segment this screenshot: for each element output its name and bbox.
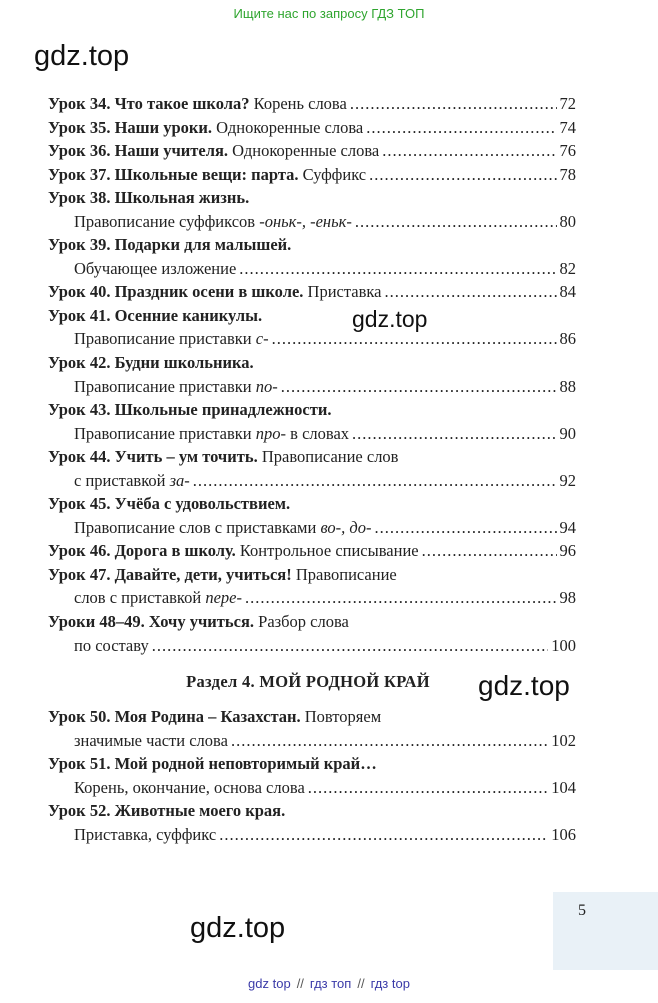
lesson-topic: значимые части слова bbox=[74, 730, 228, 750]
footer bbox=[0, 976, 658, 991]
lesson-topic: по составу bbox=[74, 635, 149, 655]
lesson-topic: Правописание приставки bbox=[74, 423, 252, 443]
lesson-title: Будни школьника. bbox=[114, 353, 254, 373]
lesson-label: Урок 47. bbox=[48, 564, 111, 584]
lesson-topic: Приставка bbox=[307, 282, 382, 302]
toc-entry bbox=[48, 116, 576, 140]
page-ref: 98 bbox=[559, 588, 576, 608]
dot-leader bbox=[272, 327, 557, 351]
lesson-topic-italic: по- bbox=[255, 376, 278, 396]
lesson-title: Наши уроки. bbox=[114, 117, 213, 137]
toc-entry-continuation bbox=[48, 327, 576, 351]
toc-entry bbox=[48, 799, 576, 823]
page-ref: 100 bbox=[551, 635, 576, 655]
lesson-topic: Разбор слова bbox=[258, 612, 349, 632]
lesson-topic: Суффикс bbox=[302, 164, 367, 184]
dot-leader bbox=[369, 163, 556, 187]
lesson-label: Урок 44. bbox=[48, 447, 111, 467]
toc-entry-continuation bbox=[48, 634, 576, 658]
page-ref: 90 bbox=[559, 423, 576, 443]
lesson-label: Урок 36. bbox=[48, 141, 111, 161]
lesson-topic: Корень, окончание, основа слова bbox=[74, 777, 305, 797]
lesson-label: Урок 39. bbox=[48, 235, 111, 255]
lesson-topic-italic: во-, до- bbox=[320, 517, 372, 537]
toc-entry bbox=[48, 280, 576, 304]
lesson-label: Урок 40. bbox=[48, 282, 111, 302]
dot-leader bbox=[355, 210, 557, 234]
lesson-title: Осенние каникулы. bbox=[114, 305, 263, 325]
footer-link[interactable]: гдз топ bbox=[309, 976, 352, 991]
lesson-topic: Правописание приставки bbox=[74, 376, 252, 396]
lesson-title: Хочу учиться. bbox=[148, 612, 255, 632]
dot-leader bbox=[281, 375, 557, 399]
lesson-topic-italic: пере- bbox=[205, 588, 242, 608]
lesson-title: Учить – ум точить. bbox=[114, 447, 258, 467]
dot-leader bbox=[422, 539, 557, 563]
table-of-contents bbox=[48, 92, 576, 846]
lesson-label: Урок 34. bbox=[48, 94, 111, 113]
lesson-topic: Приставка, суффикс bbox=[74, 824, 217, 844]
watermark: gdz.top bbox=[478, 670, 570, 701]
toc-entry-continuation bbox=[48, 776, 576, 800]
toc-entry bbox=[48, 139, 576, 163]
lesson-label: Урок 46. bbox=[48, 541, 111, 561]
lesson-title: Школьные принадлежности. bbox=[114, 400, 332, 420]
lesson-topic: Однокоренные слова bbox=[216, 117, 364, 137]
dot-leader bbox=[219, 823, 548, 847]
lesson-topic: Правописание суффиксов bbox=[74, 211, 256, 231]
lesson-topic: Правописание bbox=[295, 564, 397, 584]
dot-leader bbox=[384, 280, 556, 304]
toc-entry-continuation bbox=[48, 729, 576, 753]
toc-entry-continuation bbox=[48, 422, 576, 446]
toc-entry bbox=[48, 163, 576, 187]
toc-entry bbox=[48, 539, 576, 563]
toc-entry bbox=[48, 492, 576, 516]
toc-entry bbox=[48, 186, 576, 210]
watermark: gdz.top bbox=[352, 306, 428, 332]
page-ref: 74 bbox=[559, 117, 576, 137]
watermark: gdz.top bbox=[190, 912, 286, 944]
lesson-topic: Повторяем bbox=[304, 707, 382, 727]
footer-separator: // bbox=[357, 976, 365, 991]
toc-part-1 bbox=[48, 92, 576, 657]
dot-leader bbox=[352, 422, 556, 446]
page-ref: 72 bbox=[559, 94, 576, 113]
lesson-label: Урок 43. bbox=[48, 400, 111, 420]
page-ref: 102 bbox=[551, 730, 576, 750]
page-ref: 80 bbox=[559, 211, 576, 231]
page-ref: 92 bbox=[559, 470, 576, 490]
toc-entry bbox=[48, 445, 576, 469]
page-number-box bbox=[553, 892, 658, 970]
page-ref: 86 bbox=[559, 329, 576, 349]
lesson-title: Школьные вещи: парта. bbox=[114, 164, 299, 184]
lesson-topic: Правописание приставки bbox=[74, 329, 252, 349]
toc-entry bbox=[48, 398, 576, 422]
lesson-topic: с приставкой bbox=[74, 470, 166, 490]
toc-entry-continuation bbox=[48, 823, 576, 847]
dot-leader bbox=[239, 257, 556, 281]
page-ref: 94 bbox=[559, 517, 576, 537]
lesson-topic: Контрольное списывание bbox=[239, 541, 419, 561]
toc-entry bbox=[48, 304, 576, 328]
lesson-topic-italic: за- bbox=[169, 470, 190, 490]
watermark: gdz.top bbox=[34, 40, 130, 72]
lesson-title: Учёба с удовольствием. bbox=[114, 494, 291, 514]
toc-entry bbox=[48, 705, 576, 729]
page-ref: 84 bbox=[559, 282, 576, 302]
lesson-title: Дорога в школу. bbox=[114, 541, 236, 561]
toc-entry-continuation bbox=[48, 257, 576, 281]
lesson-label: Урок 42. bbox=[48, 353, 111, 373]
lesson-title: Моя Родина – Казахстан. bbox=[114, 707, 301, 727]
page-ref: 76 bbox=[559, 141, 576, 161]
lesson-label: Урок 51. bbox=[48, 754, 111, 774]
top-banner: Ищите нас по запросу ГДЗ ТОП bbox=[233, 6, 425, 21]
dot-leader bbox=[308, 776, 548, 800]
toc-entry bbox=[48, 563, 576, 587]
lesson-topic-italic: -оньк-, -еньк- bbox=[259, 211, 352, 231]
dot-leader bbox=[366, 116, 556, 140]
page-ref: 78 bbox=[559, 164, 576, 184]
dot-leader bbox=[231, 729, 548, 753]
lesson-label: Урок 45. bbox=[48, 494, 111, 514]
toc-entry bbox=[48, 752, 576, 776]
page-ref: 82 bbox=[559, 258, 576, 278]
lesson-label: Урок 38. bbox=[48, 188, 111, 208]
footer-link[interactable]: gdz top bbox=[248, 976, 291, 991]
section-title: Раздел 4. МОЙ РОДНОЙ КРАЙ bbox=[186, 672, 430, 692]
page-number: 5 bbox=[578, 902, 586, 919]
page-ref: 104 bbox=[551, 777, 576, 797]
footer-link[interactable]: гдз top bbox=[370, 976, 410, 991]
toc-entry-continuation bbox=[48, 516, 576, 540]
lesson-label: Урок 50. bbox=[48, 707, 111, 727]
dot-leader bbox=[193, 469, 557, 493]
dot-leader bbox=[350, 92, 557, 116]
lesson-title: Мой родной неповторимый край… bbox=[114, 754, 377, 774]
lesson-label: Урок 35. bbox=[48, 117, 111, 137]
footer-separator: // bbox=[296, 976, 304, 991]
toc-entry bbox=[48, 610, 576, 634]
toc-entry-continuation bbox=[48, 375, 576, 399]
toc-entry-continuation bbox=[48, 586, 576, 610]
toc-part-2 bbox=[48, 705, 576, 846]
dot-leader bbox=[152, 634, 549, 658]
lesson-title: Что такое школа? bbox=[114, 94, 250, 113]
lesson-topic: Обучающее изложение bbox=[74, 258, 237, 278]
lesson-topic: слов с приставкой bbox=[74, 588, 202, 608]
page-ref: 88 bbox=[559, 376, 576, 396]
lesson-title: Наши учителя. bbox=[114, 141, 229, 161]
dot-leader bbox=[245, 586, 557, 610]
lesson-title: Подарки для малышей. bbox=[114, 235, 292, 255]
lesson-topic: Правописание слов с приставками bbox=[74, 517, 317, 537]
lesson-label: Урок 37. bbox=[48, 164, 111, 184]
toc-entry bbox=[48, 233, 576, 257]
lesson-topic-italic: с- bbox=[255, 329, 269, 349]
lesson-topic: в словах bbox=[290, 423, 350, 443]
lesson-topic-italic: про- bbox=[255, 423, 287, 443]
lesson-topic: Однокоренные слова bbox=[232, 141, 380, 161]
lesson-label: Урок 52. bbox=[48, 801, 111, 821]
lesson-label: Урок 41. bbox=[48, 305, 111, 325]
dot-leader bbox=[382, 139, 556, 163]
toc-entry-continuation bbox=[48, 469, 576, 493]
toc-entry-continuation bbox=[48, 210, 576, 234]
page-ref: 106 bbox=[551, 824, 576, 844]
lesson-title: Давайте, дети, учиться! bbox=[114, 564, 292, 584]
lesson-title: Школьная жизнь. bbox=[114, 188, 250, 208]
lesson-label: Уроки 48–49. bbox=[48, 612, 145, 632]
toc-entry bbox=[48, 92, 576, 116]
lesson-title: Праздник осени в школе. bbox=[114, 282, 304, 302]
dot-leader bbox=[374, 516, 556, 540]
lesson-title: Животные моего края. bbox=[114, 801, 286, 821]
lesson-topic: Правописание слов bbox=[261, 447, 399, 467]
lesson-topic: Корень слова bbox=[253, 94, 347, 113]
toc-entry bbox=[48, 351, 576, 375]
page-ref: 96 bbox=[559, 541, 576, 561]
